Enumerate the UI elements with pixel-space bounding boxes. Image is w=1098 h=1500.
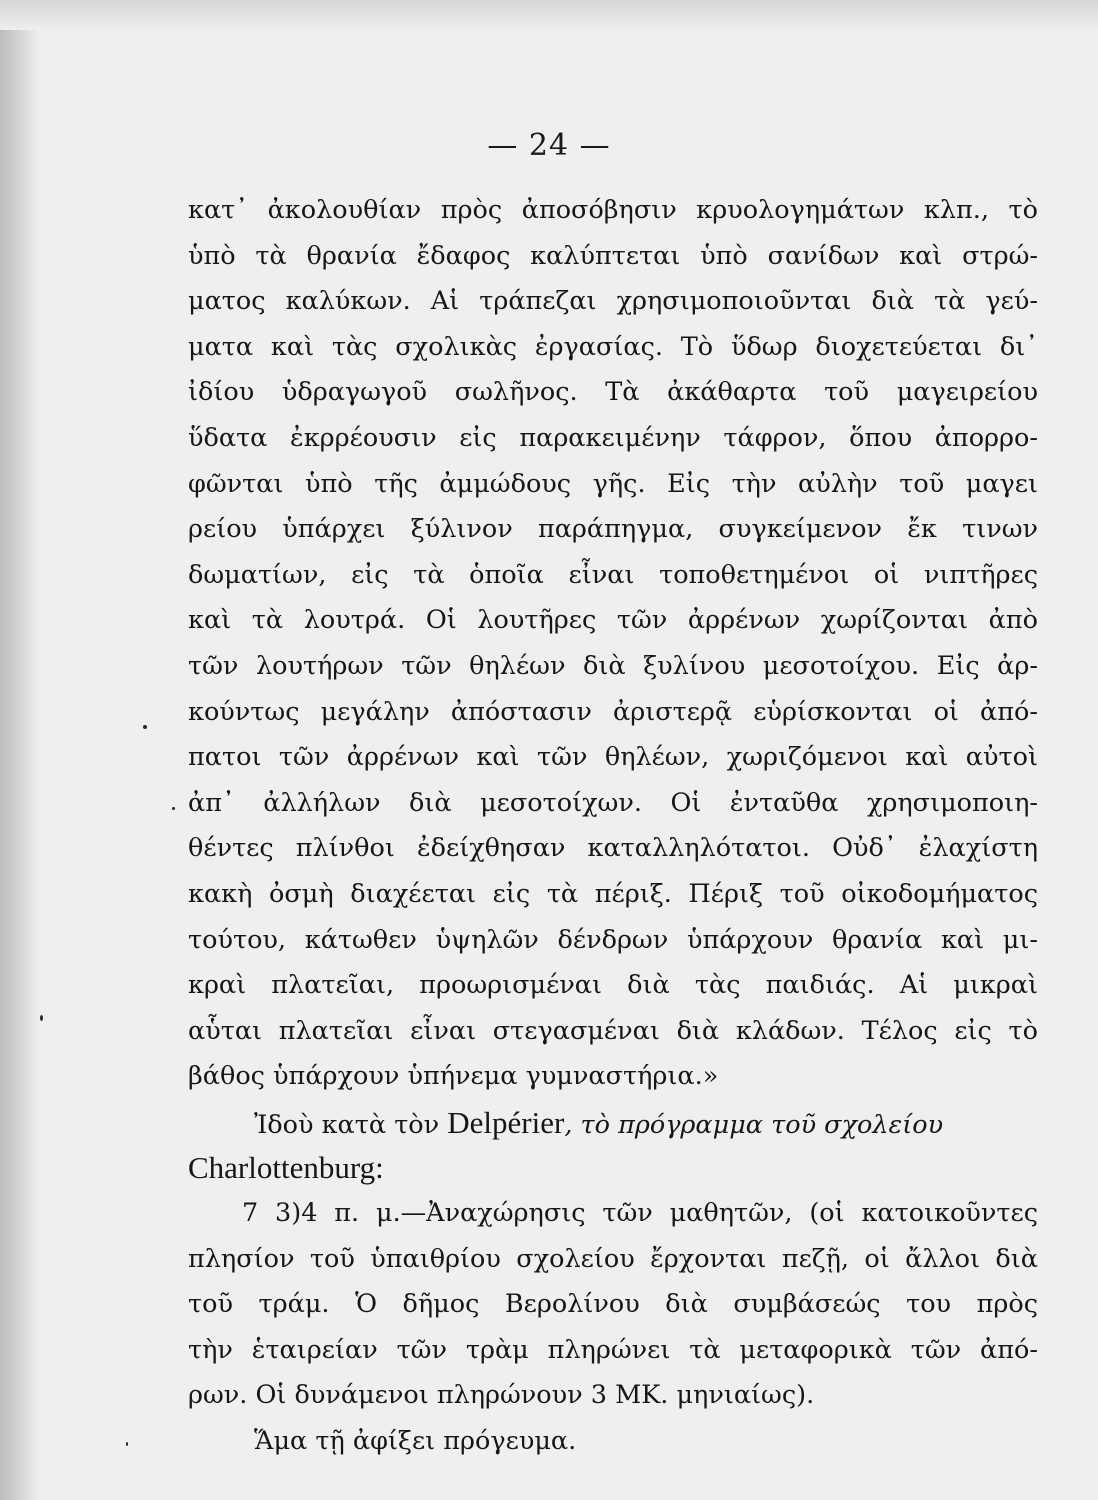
print-speck <box>143 725 147 729</box>
text-line: κακὴ ὀσμὴ διαχέεται εἰς τὰ πέριξ. Πέριξ τοῦ οἰκοδομήματος <box>188 878 1038 909</box>
page-number: — 24 — <box>487 128 611 163</box>
text-line: ματα καὶ τὰς σχολικὰς ἐργασίας. Τὸ ὕδωρ διοχετεύεται δι᾽ <box>188 331 1038 362</box>
page-top-shadow <box>0 0 1098 30</box>
intro-italic: , τὸ πρόγραμμα τοῦ σχολείου <box>564 1109 944 1140</box>
text-line: κραὶ πλατεῖαι, προωρισμέναι διὰ τὰς παιδιάς. Αἱ μικραὶ <box>188 970 1038 1001</box>
intro-line <box>188 1100 1038 1146</box>
text-line: φῶνται ὑπὸ τῆς ἀμμώδους γῆς. Εἰς τὴν αὐλὴν τοῦ μαγει <box>188 468 1038 499</box>
intro-prefix: Ἰδοὺ κατὰ τὸν <box>254 1109 448 1140</box>
text-line: ρείου ὑπάρχει ξύλινον παράπηγμα, συγκείμενον ἔκ τινων <box>188 514 1038 545</box>
text-line: ὑπὸ τὰ θρανία ἔδαφος καλύπτεται ὑπὸ σανίδων καὶ στρώ- <box>188 240 1038 271</box>
place-name: Charlottenburg: <box>188 1150 384 1186</box>
page-edge-shadow <box>0 0 40 1500</box>
text-line: κούντως μεγάλην ἀπόστασιν ἀριστερᾷ εὑρίσκονται οἱ ἀπό- <box>188 696 1038 727</box>
author-name: Delpérier <box>447 1104 565 1140</box>
text-line: τῶν λουτήρων τῶν θηλέων διὰ ξυλίνου μεσοτοίχου. Εἰς ἀρ- <box>188 650 1038 681</box>
text-line: βάθος ὑπάρχουν ὑπήνεμα γυμναστήρια.» <box>188 1061 719 1092</box>
text-line: ματος καλύκων. Αἱ τράπεζαι χρησιμοποιοῦνται διὰ τὰ γεύ- <box>188 286 1038 317</box>
text-line: ὕδατα ἐκρρέουσιν εἰς παρακειμένην τάφρον, ὅπου ἀπορρο- <box>188 422 1038 453</box>
schedule-line: τοῦ τράμ. Ὁ δῆμος Βερολίνου διὰ συμβάσεώς του πρὸς <box>188 1289 1038 1320</box>
text-line: τούτου, κάτωθεν ὑψηλῶν δένδρων ὑπάρχουν θρανία καὶ μι- <box>188 924 1038 955</box>
print-speck <box>126 1442 128 1446</box>
place-line <box>188 1145 1038 1191</box>
print-speck <box>172 807 175 810</box>
schedule-line: 7 3)4 π. μ.—Ἀναχώρησις τῶν μαθητῶν, (οἱ κατοικοῦντες <box>242 1198 1038 1229</box>
text-line: θέντες πλίνθοι ἐδείχθησαν καταλληλότατοι. Οὐδ᾽ ἐλαχίστη <box>188 833 1038 864</box>
schedule-line: τὴν ἑταιρείαν τῶν τρὰμ πληρώνει τὰ μεταφορικὰ τῶν ἀπό- <box>188 1334 1038 1365</box>
text-line: δωματίων, εἰς τὰ ὁποῖα εἶναι τοποθετημένοι οἱ νιπτῆρες <box>188 559 1038 590</box>
print-speck <box>40 1015 43 1021</box>
text-line: αὗται πλατεῖαι εἶναι στεγασμέναι διὰ κλάδων. Τέλος εἰς τὸ <box>188 1015 1038 1046</box>
text-line: ἰδίου ὑδραγωγοῦ σωλῆνος. Τὰ ἀκάθαρτα τοῦ μαγειρείου <box>188 377 1038 408</box>
text-line: ἀπ᾽ ἀλλήλων διὰ μεσοτοίχων. Οἱ ἐνταῦθα χρησιμοποιη- <box>188 787 1038 818</box>
schedule-line: πλησίον τοῦ ὑπαιθρίου σχολείου ἔρχονται πεζῇ, οἱ ἄλλοι διὰ <box>188 1243 1038 1274</box>
schedule-line: Ἅμα τῇ ἀφίξει πρόγευμα. <box>254 1426 577 1457</box>
text-line: κατ᾽ ἀκολουθίαν πρὸς ἀποσόβησιν κρυολογημάτων κλπ., τὸ <box>188 195 1038 225</box>
text-line: πατοι τῶν ἀρρένων καὶ τῶν θηλέων, χωριζόμενοι καὶ αὐτοὶ <box>188 742 1038 773</box>
schedule-line: ρων. Οἱ δυνάμενοι πληρώνουν 3 ΜΚ. μηνιαίως). <box>188 1380 815 1411</box>
text-line: καὶ τὰ λουτρά. Οἱ λουτῆρες τῶν ἀρρένων χωρίζονται ἀπὸ <box>188 605 1038 636</box>
body-text <box>188 188 1038 1465</box>
